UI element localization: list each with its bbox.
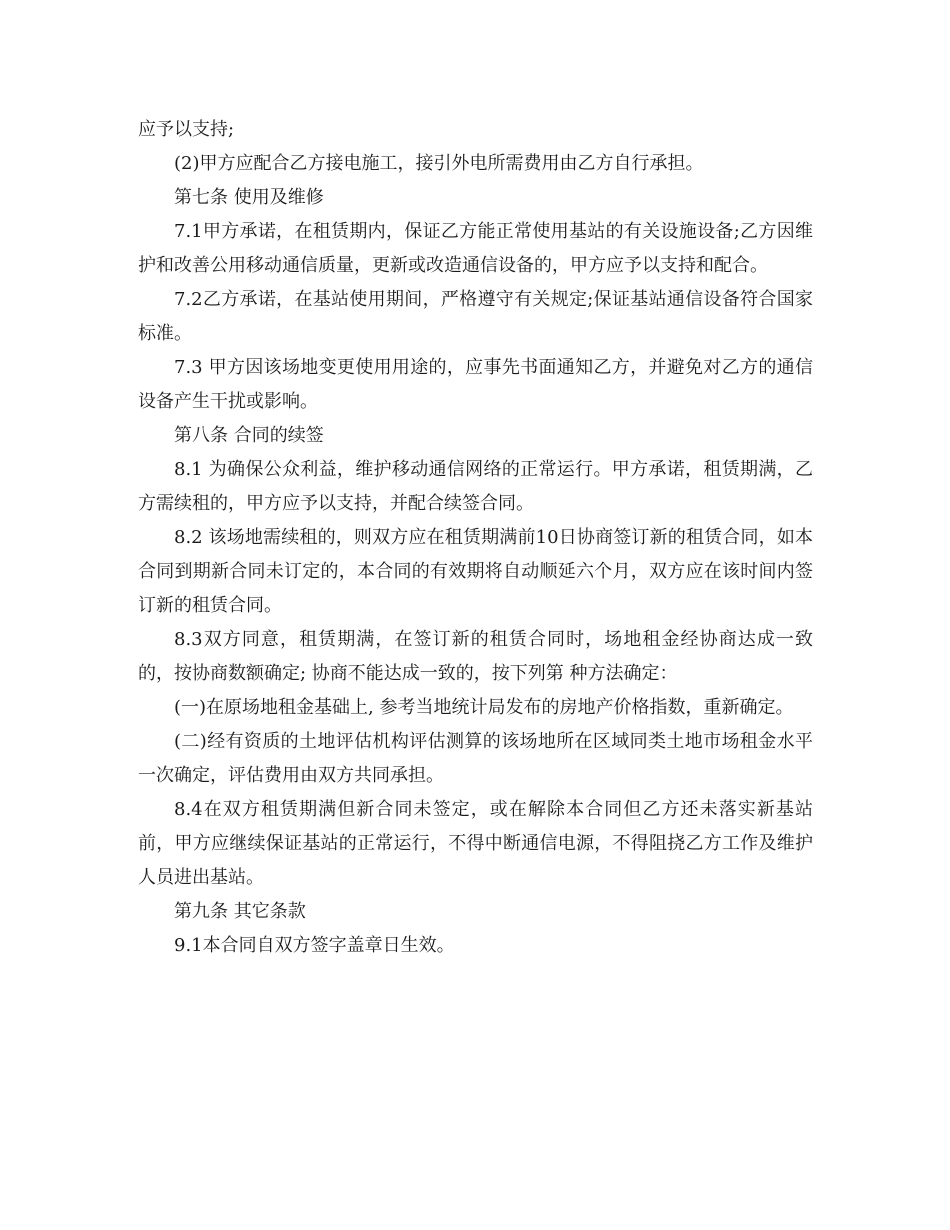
document-body (138, 113, 813, 963)
paragraph-8-3: 8.3双方同意，租赁期满，在签订新的租赁合同时，场地租金经协商达成一致的，按协商数额确定; 协商不能达成一致的，按下列第 种方法确定： (138, 629, 813, 684)
paragraph-7-2: 7.2乙方承诺，在基站使用期间，严格遵守有关规定;保证基站通信设备符合国家标准。 (138, 289, 813, 344)
paragraph-8-1: 8.1 为确保公众利益，维护移动通信网络的正常运行。甲方承诺，租赁期满，乙方需续租的，甲方应予以支持，并配合续签合同。 (138, 459, 813, 514)
heading-article-7: 第七条 使用及维修 (174, 187, 324, 208)
paragraph-clause-2: (2)甲方应配合乙方接电施工，接引外电所需费用由乙方自行承担。 (174, 153, 704, 174)
paragraph-7-1: 7.1甲方承诺，在租赁期内，保证乙方能正常使用基站的有关设施设备;乙方因维护和改善公用移动通信质量，更新或改造通信设备的，甲方应予以支持和配合。 (138, 221, 813, 276)
paragraph-option-1: (一)在原场地租金基础上, 参考当地统计局发布的房地产价格指数，重新确定。 (174, 697, 794, 718)
paragraph-8-4: 8.4在双方租赁期满但新合同未签定，或在解除本合同但乙方还未落实新基站前，甲方应继续保证基站的正常运行，不得中断通信电源，不得阻挠乙方工作及维护人员进出基站。 (138, 799, 813, 888)
heading-article-8: 第八条 合同的续签 (174, 425, 324, 446)
heading-article-9: 第九条 其它条款 (174, 901, 306, 922)
paragraph-8-2: 8.2 该场地需续租的，则双方应在租赁期满前10日协商签订新的租赁合同，如本合同到期新合同未订定的，本合同的有效期将自动顺延六个月，双方应在该时间内签订新的租赁合同。 (138, 527, 813, 616)
paragraph-9-1: 9.1本合同自双方签字盖章日生效。 (174, 935, 455, 956)
paragraph-continuation: 应予以支持; (138, 119, 235, 140)
paragraph-7-3: 7.3 甲方因该场地变更使用用途的，应事先书面通知乙方，并避免对乙方的通信设备产生干扰或影响。 (138, 357, 813, 412)
paragraph-option-2: (二)经有资质的土地评估机构评估测算的该场地所在区域同类土地市场租金水平一次确定，评估费用由双方共同承担。 (138, 731, 813, 786)
